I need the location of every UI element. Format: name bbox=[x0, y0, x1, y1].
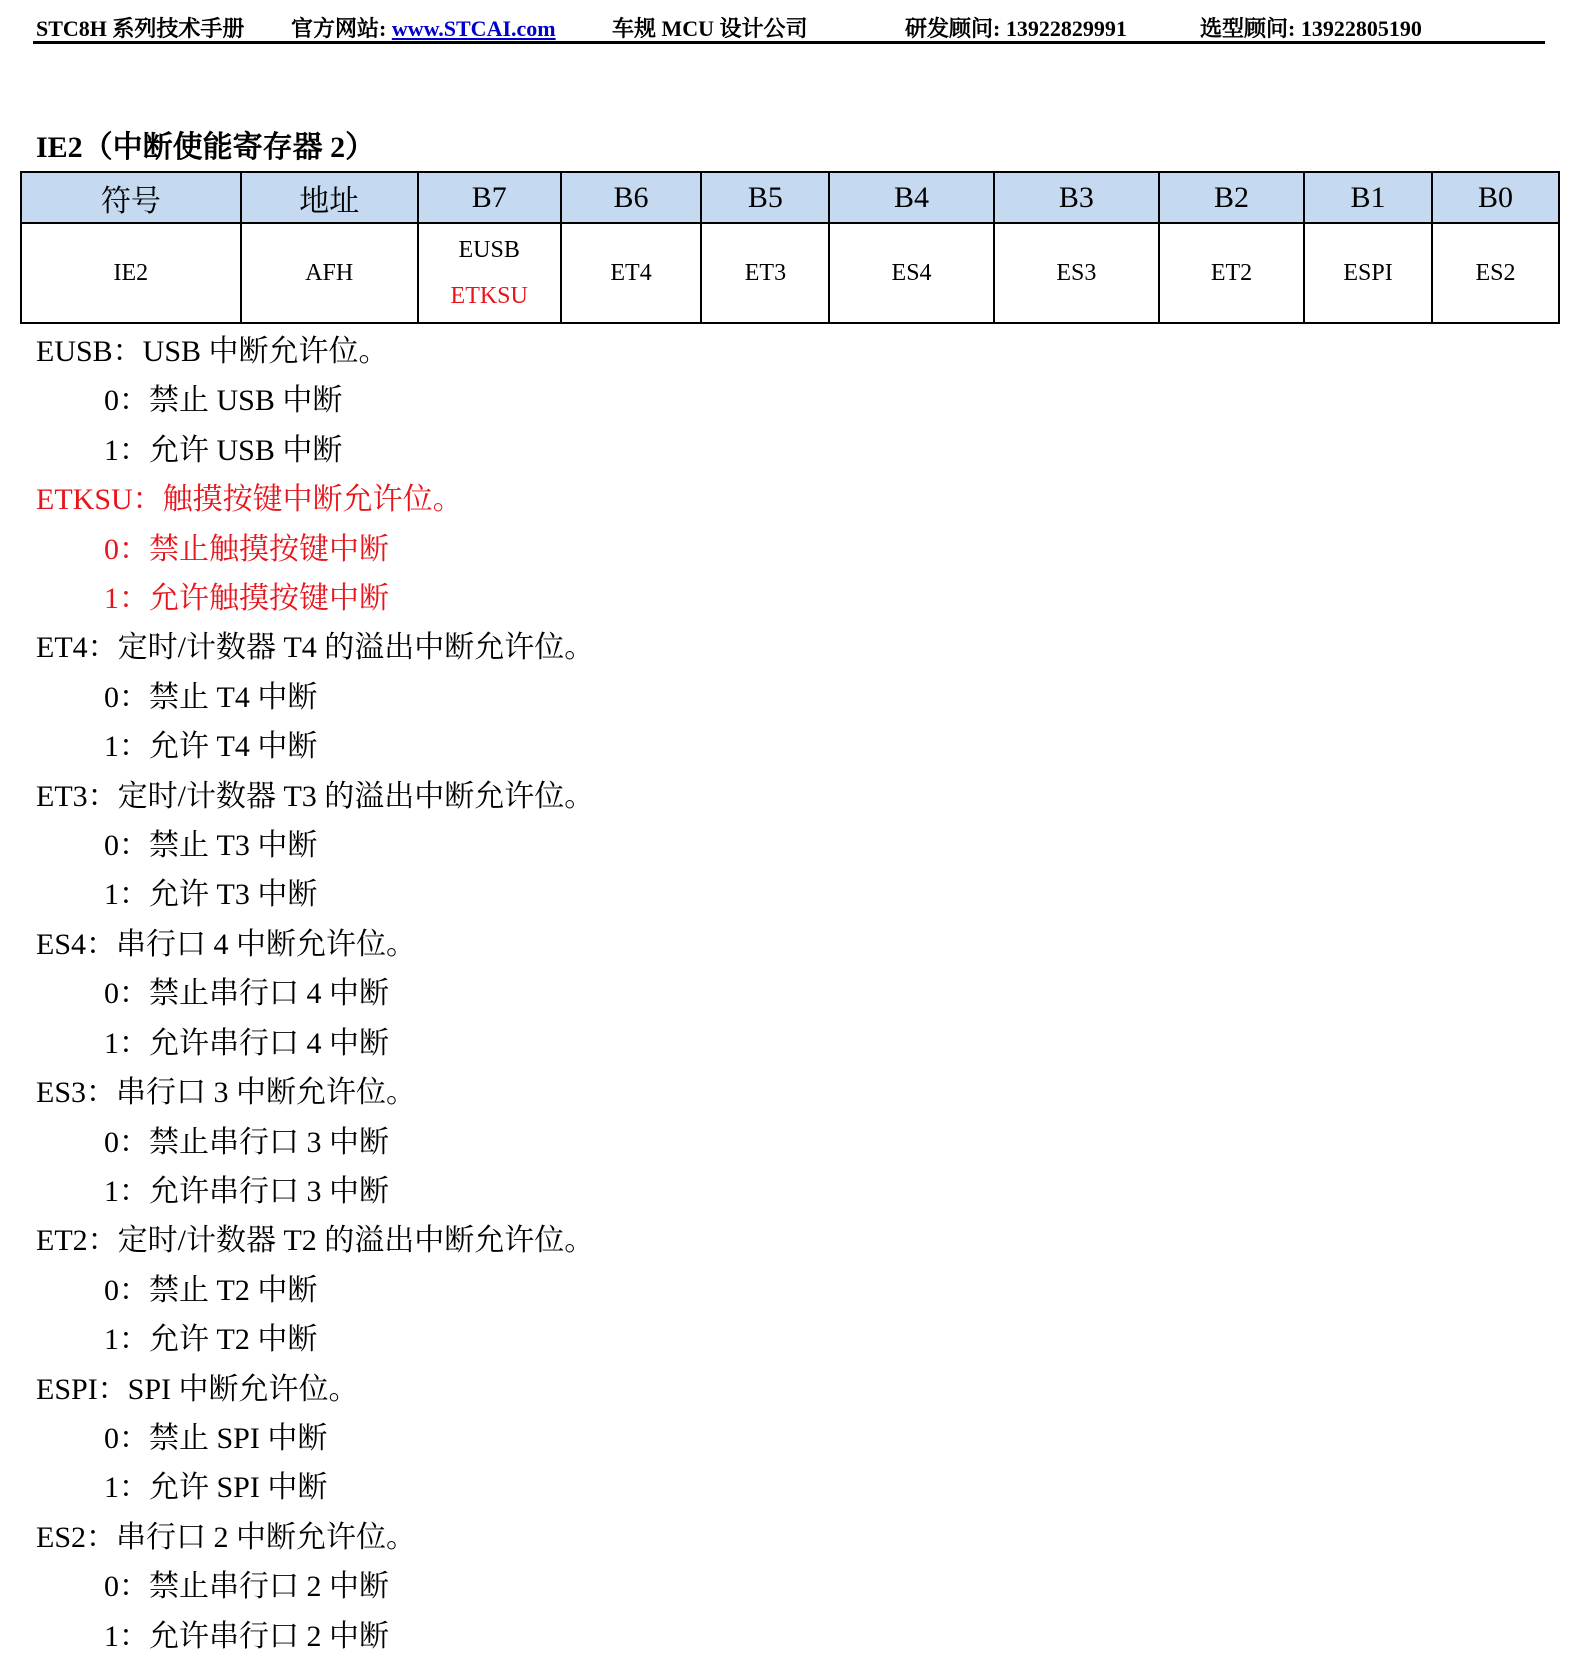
desc-option-0: 0：禁止 T4 中断 bbox=[104, 680, 318, 714]
selection-consultant: 选型顾问: 13922805190 bbox=[1200, 16, 1422, 41]
cell-b2: ET2 bbox=[1159, 223, 1304, 323]
table-row bbox=[21, 223, 1559, 323]
header-b4: B4 bbox=[829, 172, 993, 223]
desc-title: EUSB：USB 中断允许位。 bbox=[36, 335, 389, 368]
header-divider bbox=[33, 41, 1545, 44]
desc-option-0: 0：禁止串行口 3 中断 bbox=[104, 1125, 389, 1159]
desc-et3 bbox=[36, 772, 594, 920]
website-link[interactable]: www.STCAI.com bbox=[391, 16, 556, 41]
desc-es2 bbox=[36, 1513, 594, 1661]
desc-option-0: 0：禁止 T2 中断 bbox=[104, 1273, 318, 1307]
desc-title: ET4：定时/计数器 T4 的溢出中断允许位。 bbox=[36, 631, 595, 665]
manual-title: STC8H 系列技术手册 bbox=[36, 16, 245, 41]
desc-option-1: 1：允许 USB 中断 bbox=[104, 433, 343, 467]
header-b6: B6 bbox=[561, 172, 702, 223]
cell-address: AFH bbox=[241, 223, 418, 323]
desc-es3 bbox=[36, 1068, 594, 1216]
cell-b6: ET4 bbox=[561, 223, 702, 323]
page-header bbox=[36, 8, 1546, 44]
header-b7: B7 bbox=[418, 172, 561, 223]
cell-b7 bbox=[418, 223, 561, 323]
header-symbol: 符号 bbox=[21, 172, 241, 223]
desc-option-1: 1：允许串行口 2 中断 bbox=[104, 1619, 389, 1653]
table-header-row bbox=[21, 172, 1559, 223]
desc-title: ES2：串行口 2 中断允许位。 bbox=[36, 1520, 417, 1554]
header-address: 地址 bbox=[241, 172, 418, 223]
desc-es4 bbox=[36, 920, 594, 1068]
header-b1: B1 bbox=[1304, 172, 1432, 223]
cell-b5: ET3 bbox=[701, 223, 829, 323]
desc-option-0: 0：禁止 T3 中断 bbox=[104, 829, 318, 863]
cell-b3: ES3 bbox=[994, 223, 1159, 323]
cell-b4: ES4 bbox=[829, 223, 993, 323]
website-label: 官方网站: bbox=[291, 16, 392, 41]
desc-title: ETKSU：触摸按键中断允许位。 bbox=[36, 483, 463, 517]
cell-b0: ES2 bbox=[1432, 223, 1559, 323]
desc-espi bbox=[36, 1365, 594, 1513]
desc-option-0: 0：禁止串行口 4 中断 bbox=[104, 977, 389, 1011]
register-table bbox=[20, 171, 1560, 324]
cell-b7-etksu: ETKSU bbox=[450, 283, 528, 309]
header-b3: B3 bbox=[994, 172, 1159, 223]
desc-option-0: 0：禁止 SPI 中断 bbox=[104, 1421, 328, 1455]
desc-option-1: 1：允许 SPI 中断 bbox=[104, 1471, 328, 1505]
desc-title: ET2：定时/计数器 T2 的溢出中断允许位。 bbox=[36, 1224, 595, 1258]
cell-b7-eusb: EUSB bbox=[458, 237, 520, 263]
header-b0: B0 bbox=[1432, 172, 1559, 223]
cell-b1: ESPI bbox=[1304, 223, 1432, 323]
desc-title: ET3：定时/计数器 T3 的溢出中断允许位。 bbox=[36, 779, 595, 813]
desc-title: ES3：串行口 3 中断允许位。 bbox=[36, 1076, 417, 1110]
bit-descriptions bbox=[36, 327, 594, 1661]
header-b2: B2 bbox=[1159, 172, 1304, 223]
rd-consultant: 研发顾问: 13922829991 bbox=[905, 16, 1127, 41]
website bbox=[291, 12, 556, 43]
desc-option-0: 0：禁止触摸按键中断 bbox=[104, 532, 389, 566]
desc-eusb bbox=[36, 327, 594, 475]
desc-et4 bbox=[36, 623, 594, 771]
desc-title: ES4：串行口 4 中断允许位。 bbox=[36, 927, 417, 961]
header-b5: B5 bbox=[701, 172, 829, 223]
desc-option-1: 1：允许 T4 中断 bbox=[104, 730, 318, 764]
desc-etksu bbox=[36, 475, 594, 623]
desc-option-1: 1：允许串行口 3 中断 bbox=[104, 1174, 389, 1208]
desc-option-1: 1：允许触摸按键中断 bbox=[104, 582, 389, 616]
desc-option-1: 1：允许 T3 中断 bbox=[104, 878, 318, 912]
desc-title: ESPI：SPI 中断允许位。 bbox=[36, 1372, 359, 1406]
desc-option-1: 1：允许串行口 4 中断 bbox=[104, 1026, 389, 1060]
cell-symbol: IE2 bbox=[21, 223, 241, 323]
desc-et2 bbox=[36, 1216, 594, 1364]
desc-option-0: 0：禁止 USB 中断 bbox=[104, 384, 343, 418]
desc-option-0: 0：禁止串行口 2 中断 bbox=[104, 1570, 389, 1604]
section-title: IE2（中断使能寄存器 2） bbox=[36, 131, 376, 164]
desc-option-1: 1：允许 T2 中断 bbox=[104, 1323, 318, 1357]
company-slogan: 车规 MCU 设计公司 bbox=[612, 16, 808, 41]
